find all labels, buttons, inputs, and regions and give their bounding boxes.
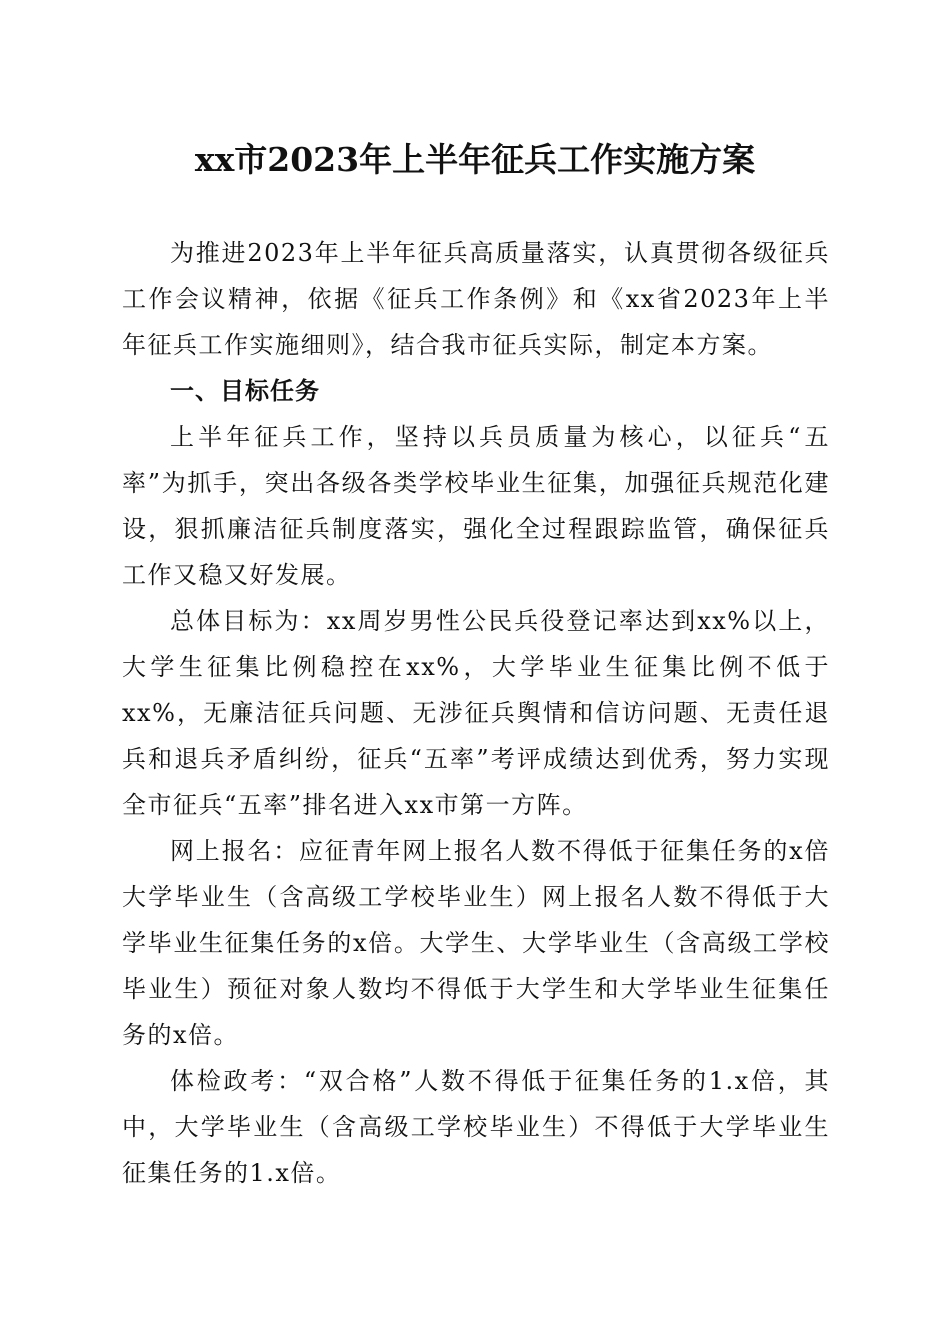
paragraph-overall-goal: 总体目标为：xx周岁男性公民兵役登记率达到xx%以上，大学生征集比例稳控在xx%，大学毕业生征集比例不低于xx%，无廉洁征兵问题、无涉征兵舆情和信访问题、无责任退兵和退兵矛盾纠纷，征兵“五率”考评成绩达到优秀，努力实现全市征兵“五率”排名进入xx市第一方阵。: [122, 607, 830, 819]
paragraph-online-registration: 网上报名：应征青年网上报名人数不得低于征集任务的x倍大学毕业生（含高级工学校毕业生）网上报名人数不得低于大学毕业生征集任务的x倍。大学生、大学毕业生（含高级工学校毕业生）预征对象人数均不得低于大学生和大学毕业生征集任务的x倍。: [122, 837, 830, 1049]
intro-paragraph: 为推进2023年上半年征兵高质量落实，认真贯彻各级征兵工作会议精神，依据《征兵工作条例》和《xx省2023年上半年征兵工作实施细则》，结合我市征兵实际，制定本方案。: [122, 239, 830, 359]
section-heading-targets: 一、目标任务: [170, 377, 320, 405]
document-title: xx市2023年上半年征兵工作实施方案: [194, 140, 756, 179]
document-body: [122, 230, 830, 1196]
paragraph-overview: 上半年征兵工作，坚持以兵员质量为核心，以征兵“五率”为抓手，突出各级各类学校毕业生征集，加强征兵规范化建设，狠抓廉洁征兵制度落实，强化全过程跟踪监管，确保征兵工作又稳又好发展。: [122, 423, 830, 589]
paragraph-physical-political-exam: 体检政考：“双合格”人数不得低于征集任务的1.x倍，其中，大学毕业生（含高级工学校毕业生）不得低于大学毕业生征集任务的1.x倍。: [122, 1067, 830, 1187]
